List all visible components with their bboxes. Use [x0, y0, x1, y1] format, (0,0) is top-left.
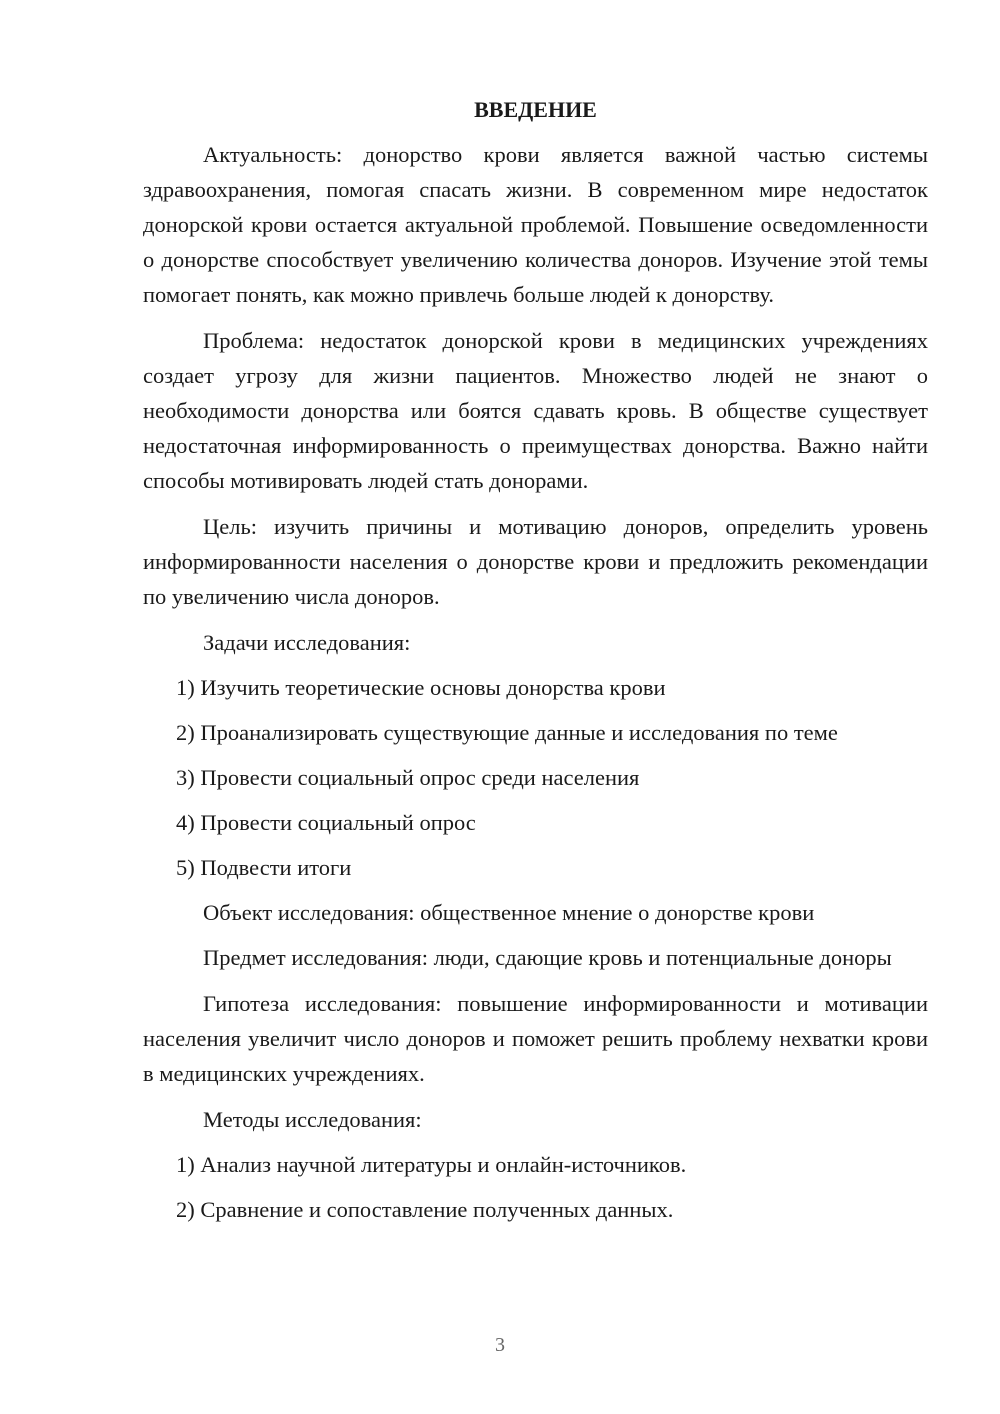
task-item-2: 2) Проанализировать существующие данные и исследования по теме [176, 720, 838, 745]
object-paragraph: Объект исследования: общественное мнение о донорстве крови [203, 900, 815, 925]
problem-paragraph: Проблема: недостаток донорской крови в медицинских учреждениях создает угрозу для жизни пациентов. Множество людей не знают о необходимости донорства или боятся сдавать кровь. В обществе существует недостаточная информированность о преимуществах донорства. Важно найти способы мотивировать людей стать донорами. [143, 328, 928, 493]
task-item-5: 5) Подвести итоги [176, 855, 352, 880]
page-content [143, 95, 928, 1227]
subject-paragraph: Предмет исследования: люди, сдающие кровь и потенциальные доноры [203, 945, 892, 970]
methods-heading: Методы исследования: [203, 1107, 422, 1132]
relevance-paragraph: Актуальность: донорство крови является важной частью системы здравоохранения, помогая спасать жизни. В современном мире недостаток донорской крови остается актуальной проблемой. Повышение осведомленности о донорстве способствует увеличению количества доноров. Изучение этой темы помогает понять, как можно привлечь больше людей к донорству. [143, 142, 928, 307]
tasks-heading: Задачи исследования: [203, 630, 411, 655]
method-item-2: 2) Сравнение и сопоставление полученных данных. [176, 1197, 674, 1222]
goal-paragraph: Цель: изучить причины и мотивацию доноров, определить уровень информированности населения о донорстве крови и предложить рекомендации по увеличению числа доноров. [143, 514, 928, 609]
task-item-3: 3) Провести социальный опрос среди населения [176, 765, 640, 790]
method-item-1: 1) Анализ научной литературы и онлайн-источников. [176, 1152, 687, 1177]
task-item-4: 4) Провести социальный опрос [176, 810, 476, 835]
page-number: 3 [495, 1334, 505, 1356]
hypothesis-paragraph: Гипотеза исследования: повышение информированности и мотивации населения увеличит число доноров и поможет решить проблему нехватки крови в медицинских учреждениях. [143, 991, 928, 1086]
task-item-1: 1) Изучить теоретические основы донорства крови [176, 675, 666, 700]
page-title: ВВЕДЕНИЕ [474, 97, 597, 122]
